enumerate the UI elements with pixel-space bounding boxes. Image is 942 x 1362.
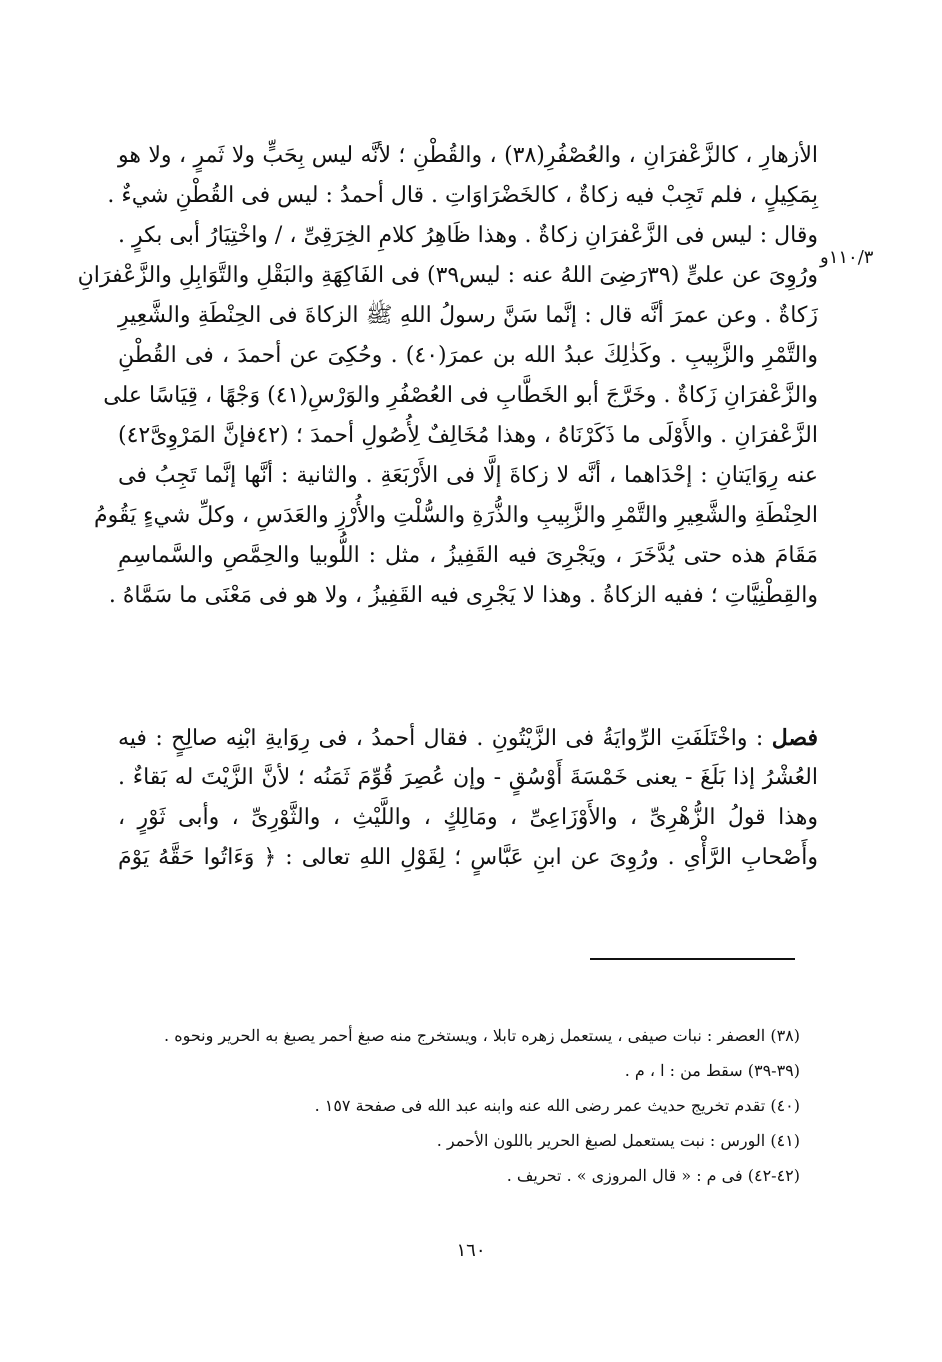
footnote: (٤١) الورس : نبت يستعمل لصبغ الحرير باللون الأحمر . <box>436 1131 800 1150</box>
page-number: ١٦٠ <box>456 1240 486 1261</box>
text-line: وقال : ليس فى الزَّعْفرَانِ زكاةٌ . وهذا ظَاهِرُ كلامِ الخِرَقِىِّ ، / واخْتِيَارُ أبى بكرٍ . <box>118 223 818 248</box>
footnote-divider <box>590 958 795 960</box>
text-line: والتَّمْرِ والزَّبِيبِ . وكَذٰلِكَ عبدُ الله بن عمرَ(٤٠) . وحُكِىَ عن أحمدَ ، فى القُطْنِ <box>118 343 818 368</box>
text-line: مَقَامَ هذه حتى يُدَّخَرَ ، ويَجْرِىَ فيه القَفِيزُ ، مثل : اللُّوبيا والحِمَّصِ والسَّماسِمِ <box>118 543 818 568</box>
text-line: زَكاةٌ . وعن عمرَ أنَّه قال : إنَّما سَنَّ رسولُ اللهِ ﷺ الزكاةَ فى الحِنْطَةِ والشَّعِيرِ <box>118 303 818 328</box>
text-line: والزَّعْفرَانِ زَكاةٌ . وخَرَّجَ أبو الخَطَّابِ فى العُصْفُرِ والوَرْسِ(٤١) وَجْهًا ، قِيَاسًا على <box>103 383 818 408</box>
footnote: (٤٠) تقدم تخريج حديث عمر رضى الله عنه وابنه عبد الله فى صفحة ١٥٧ . <box>314 1096 800 1115</box>
footnote: (٣٨) العصفر : نبات صيفى ، يستعمل زهره تابلا ، ويستخرج منه صبغ أحمر يصبغ به الحرير ونحوه . <box>164 1026 800 1045</box>
text-line: والقِطْنِيَّاتِ ؛ ففيه الزكاةُ . وهذا لا يَجْرِى فيه القَفِيزُ ، ولا هو فى مَعْنَى ما سَمَّاهُ . <box>108 583 818 608</box>
main-paragraph <box>77 136 818 616</box>
text-line: العُشْرُ إذا بَلَغَ - يعنى خَمْسَةَ أَوْسُقٍ - وإن عُصِرَ قُوِّمَ ثَمَنُه ؛ لأنَّ الزَّيْتَ له بَقاءٌ . <box>118 765 818 790</box>
text-line: بِمَكِيلٍ ، فلم تَجِبْ فيه زكاةٌ ، كالخَضْرَاوَاتِ . قال أحمدُ : ليس فى القُطْنِ شيءٌ . <box>107 183 818 208</box>
text-line-content: : واخْتَلَفَتِ الرِّوايَةُ فى الزَّيْتُونِ . فقال أحمدُ ، فى رِوَايةِ ابْنِه صالِحٍ : فيه <box>118 726 764 751</box>
margin-reference: ١١٠/٣و <box>820 247 874 268</box>
footnote: (٣٩-٣٩) سقط من : ا ، م . <box>624 1061 800 1080</box>
text-line: الأزهارِ ، كالزَّعْفرَانِ ، والعُصْفُرِ(٣٨) ، والقُطْنِ ؛ لأنَّه ليس بِحَبٍّ ولا ثَمرٍ ، ولا هو <box>118 143 818 168</box>
footnote: (٤٢-٤٢) فى م : « قال المروزى » . تحريف . <box>506 1166 800 1185</box>
text-line: وأَصْحابِ الرَّأْىِ . ورُوِىَ عن ابنِ عَبَّاسٍ ؛ لِقَوْلِ اللهِ تعالى : ﴿ وَءَاتُوا حَقَّهُ يَوْمَ <box>118 845 818 870</box>
text-line: وهذا قولُ الزُّهْرِىِّ ، والأَوْزَاعِىِّ ، ومَالِكٍ ، واللَّيْثِ ، والثَّوْرِىِّ ، وأبى ثَوْرٍ ، <box>118 805 818 830</box>
text-line: الزَّعْفرَانِ . والأَوْلَى ما ذَكَرْنَاهُ ، وهذا مُخَالِفٌ لِأُصُولِ أحمدَ ؛ (٤٢فإنَّ المَرْوِىَّ٤٢) <box>118 423 818 448</box>
footnotes <box>140 1018 800 1193</box>
text-line: عنه رِوَايَتانِ : إحْدَاهما ، أنَّه لا زكاةَ إلَّا فى الأَرْبَعَةِ . والثانية : أنَّها إنَّما تَجِبُ فى <box>118 463 818 488</box>
text-line: ورُوِىَ عن علىٍّ (٣٩رَضِىَ اللهُ عنه : ليس٣٩) فى الفَاكِهَةِ والبَقْلِ والتَّوَابِلِ والزَّعْفرَانِ <box>77 263 818 288</box>
fasl-paragraph <box>118 718 818 878</box>
text-line: الحِنْطَةِ والشَّعِيرِ والتَّمْرِ والزَّبِيبِ والذُّرَةِ والسُّلْتِ والأُرْزِ والعَدَسِ ، وكلِّ شيءٍ يَقُومُ <box>93 503 818 528</box>
text-line <box>118 718 818 758</box>
section-label: فصل <box>771 725 818 751</box>
